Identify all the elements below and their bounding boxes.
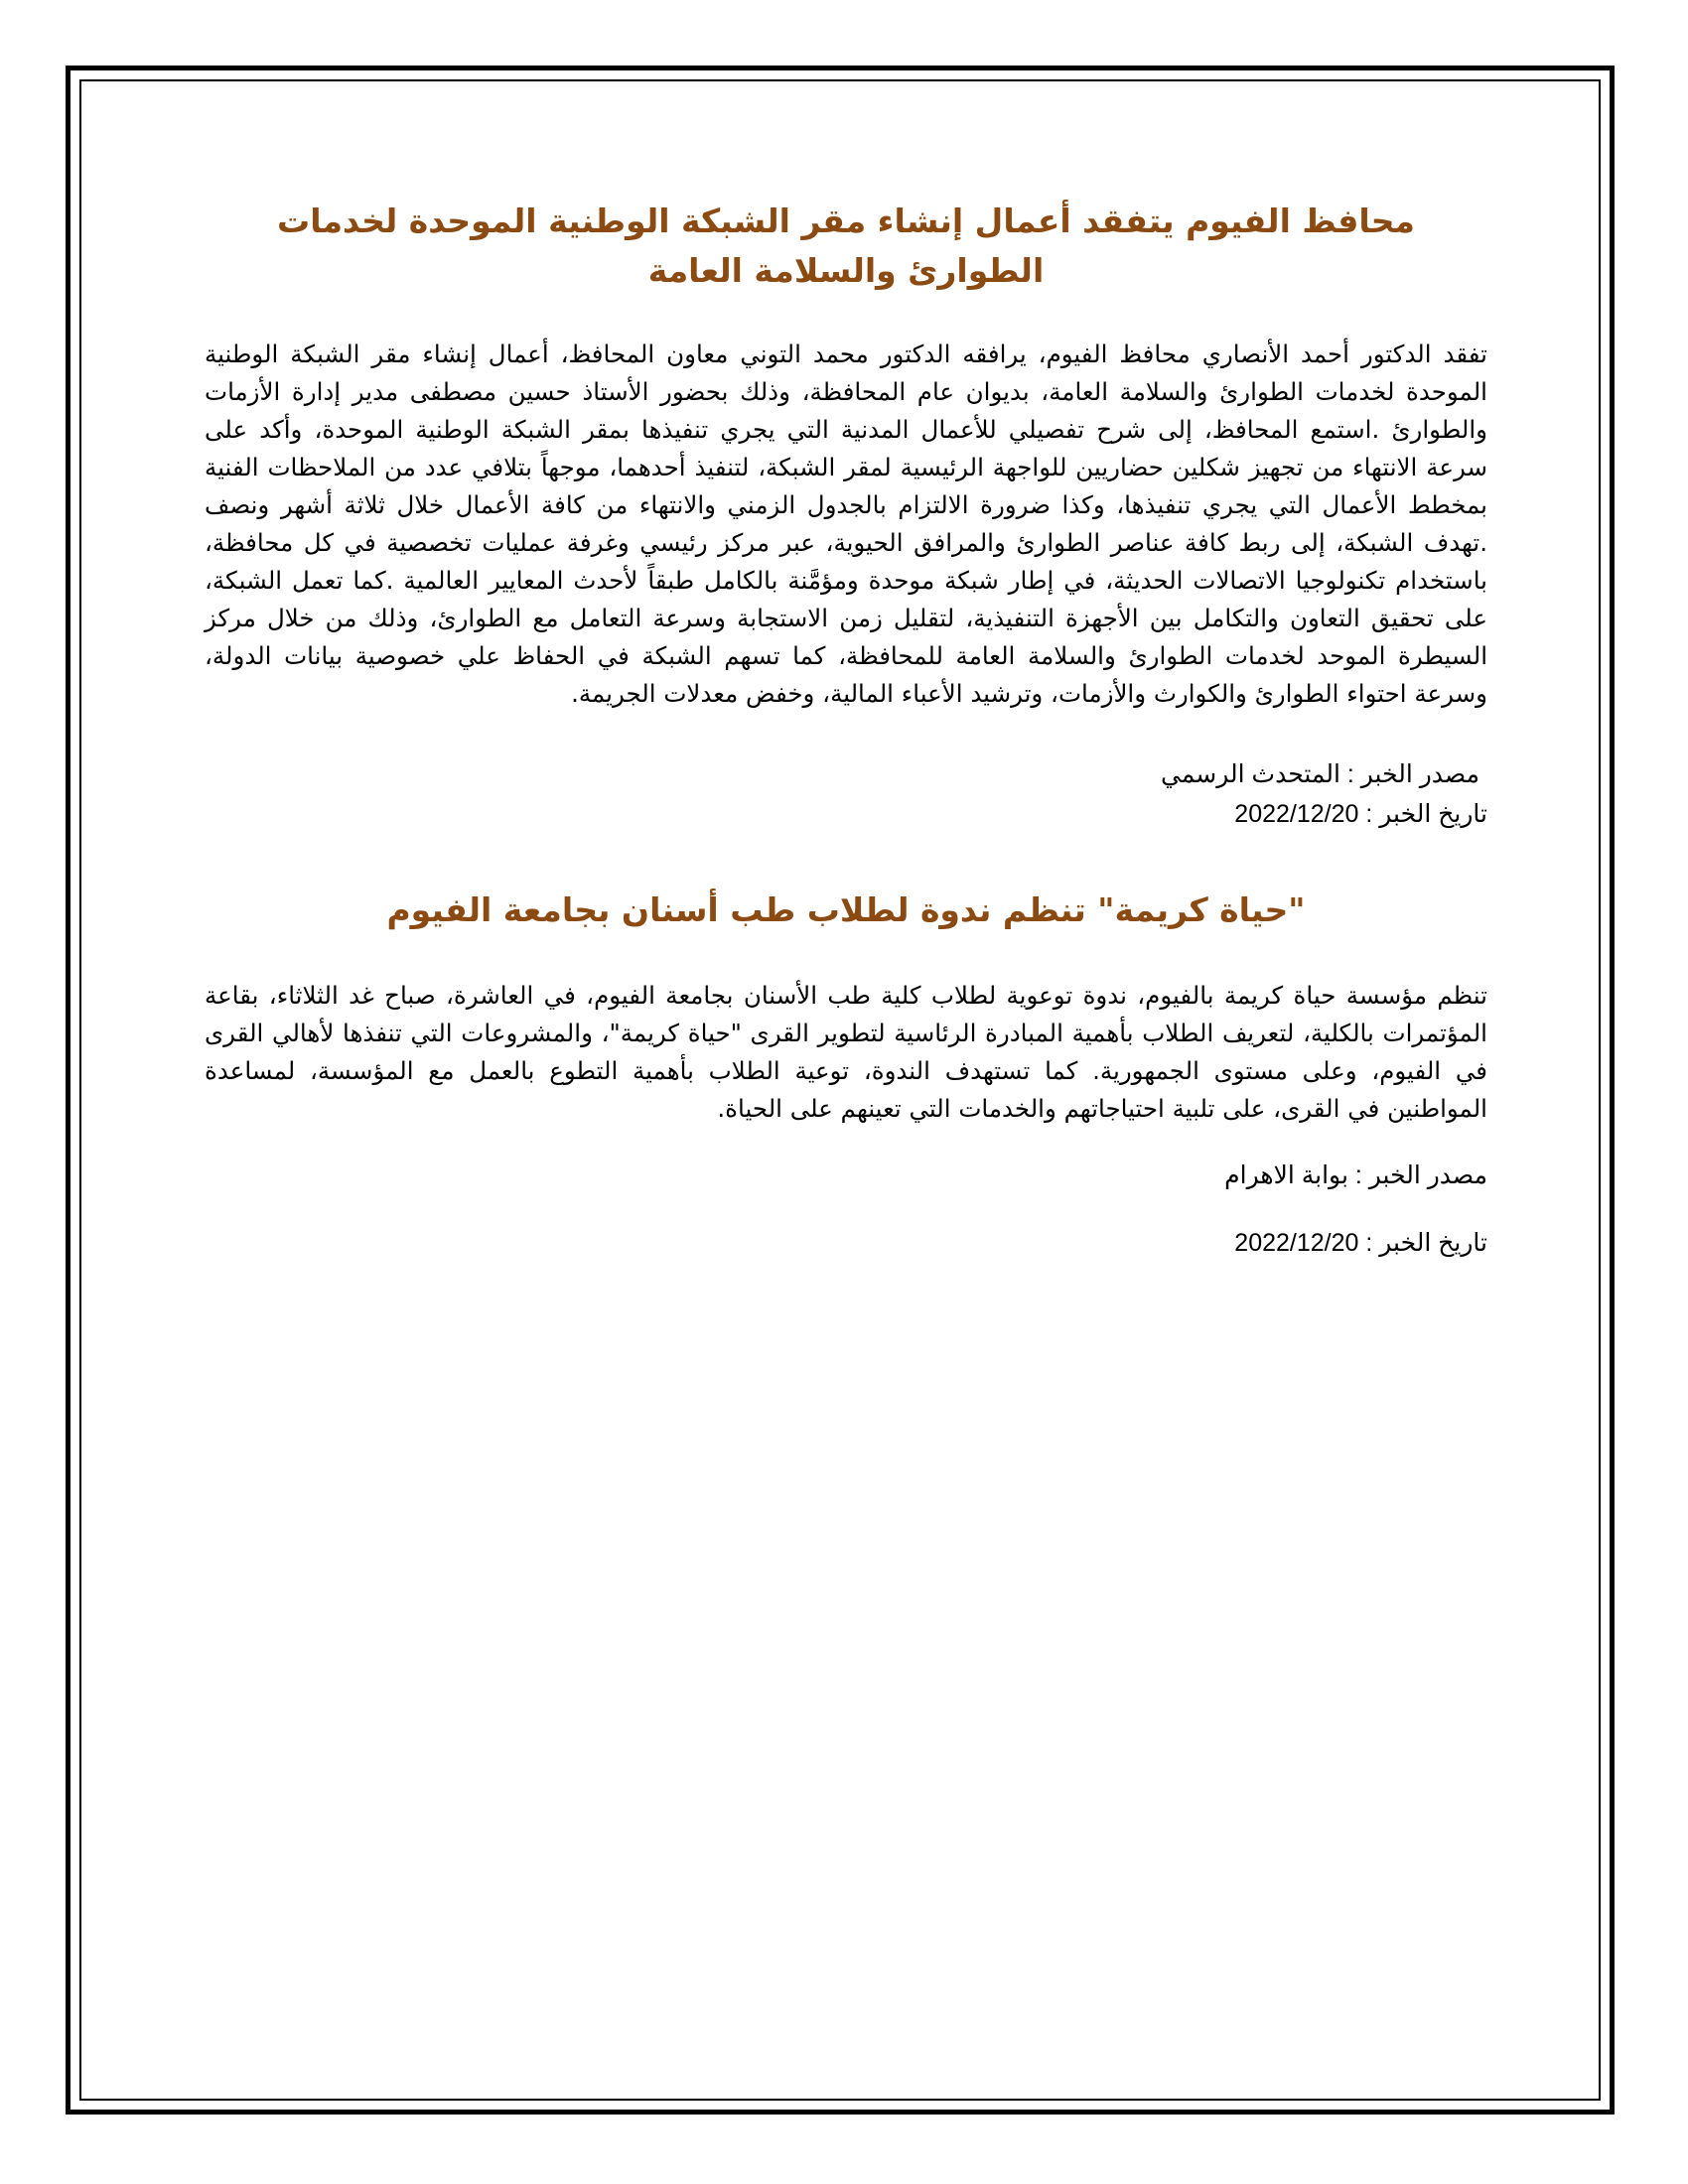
news-article — [205, 886, 1487, 1263]
article-date-label: تاريخ الخبر : — [1365, 800, 1487, 828]
article-date-value: 2022/12/20 — [1234, 800, 1359, 828]
article-body: تفقد الدكتور أحمد الأنصاري محافظ الفيوم، يرافقه الدكتور محمد التوني معاون المحافظ، أعمال إنشاء مقر الشبكة الوطنية الموحدة لخدمات الطوارئ والسلامة العامة، بديوان عام المحافظة، وذلك بحضور الأستاذ حسين مصطفى مدير إدارة الأزمات والطوارئ .استمع المحافظ، إلى شرح تفصيلي للأعمال المدنية التي يجري تنفيذها بمقر الشبكة الوطنية الموحدة، وأكد على سرعة الانتهاء من تجهيز شكلين حضاريين للواجهة الرئيسية لمقر الشبكة، لتنفيذ أحدهما، موجهاً بتلافي عدد من الملاحظات الفنية بمخطط الأعمال التي يجري تنفيذها، وكذا ضرورة الالتزام بالجدول الزمني والانتهاء من كافة الأعمال خلال ثلاثة أشهر ونصف .تهدف الشبكة، إلى ربط كافة عناصر الطوارئ والمرافق الحيوية، عبر مركز رئيسي وغرفة عمليات تخصصية في كل محافظة، باستخدام تكنولوجيا الاتصالات الحديثة، في إطار شبكة موحدة ومؤمَّنة بالكامل طبقاً لأحدث المعايير العالمية .كما تعمل الشبكة، على تحقيق التعاون والتكامل بين الأجهزة التنفيذية، لتقليل زمن الاستجابة وسرعة التعامل مع الطوارئ، وذلك من خلال مركز السيطرة الموحد لخدمات الطوارئ والسلامة العامة للمحافظة، كما تسهم الشبكة في الحفاظ علي خصوصية بيانات الدولة، وسرعة احتواء الطوارئ والكوارث والأزمات، وترشيد الأعباء المالية، وخفض معدلات الجريمة. — [205, 340, 1487, 708]
article-date-value: 2022/12/20 — [1234, 1229, 1359, 1257]
news-article — [205, 197, 1487, 834]
article-source: مصدر الخبر : بوابة الاهرام — [1224, 1161, 1487, 1189]
document-content — [205, 197, 1487, 1263]
article-date-label: تاريخ الخبر : — [1365, 1229, 1487, 1257]
article-body: تنظم مؤسسة حياة كريمة بالفيوم، ندوة توعوية لطلاب كلية طب الأسنان بجامعة الفيوم، في العاشرة، صباح غد الثلاثاء، بقاعة المؤتمرات بالكلية، لتعريف الطلاب بأهمية المبادرة الرئاسية لتطوير القرى "حياة كريمة"، والمشروعات التي تنفذها لأهالي القرى في الفيوم، وعلى مستوى الجمهورية. كما تستهدف الندوة، توعية الطلاب بأهمية التطوع بالعمل مع المؤسسة، لمساعدة المواطنين في القرى، على تلبية احتياجاتهم والخدمات التي تعينهم على الحياة. — [205, 981, 1487, 1123]
article-date — [205, 794, 1487, 834]
article-title: محافظ الفيوم يتفقد أعمال إنشاء مقر الشبكة الوطنية الموحدة لخدمات الطوارئ والسلامة العامة — [277, 202, 1415, 290]
article-source: مصدر الخبر : المتحدث الرسمي — [1161, 760, 1479, 788]
article-date — [205, 1223, 1487, 1263]
article-title: "حياة كريمة" تنظم ندوة لطلاب طب أسنان بجامعة الفيوم — [386, 890, 1306, 929]
